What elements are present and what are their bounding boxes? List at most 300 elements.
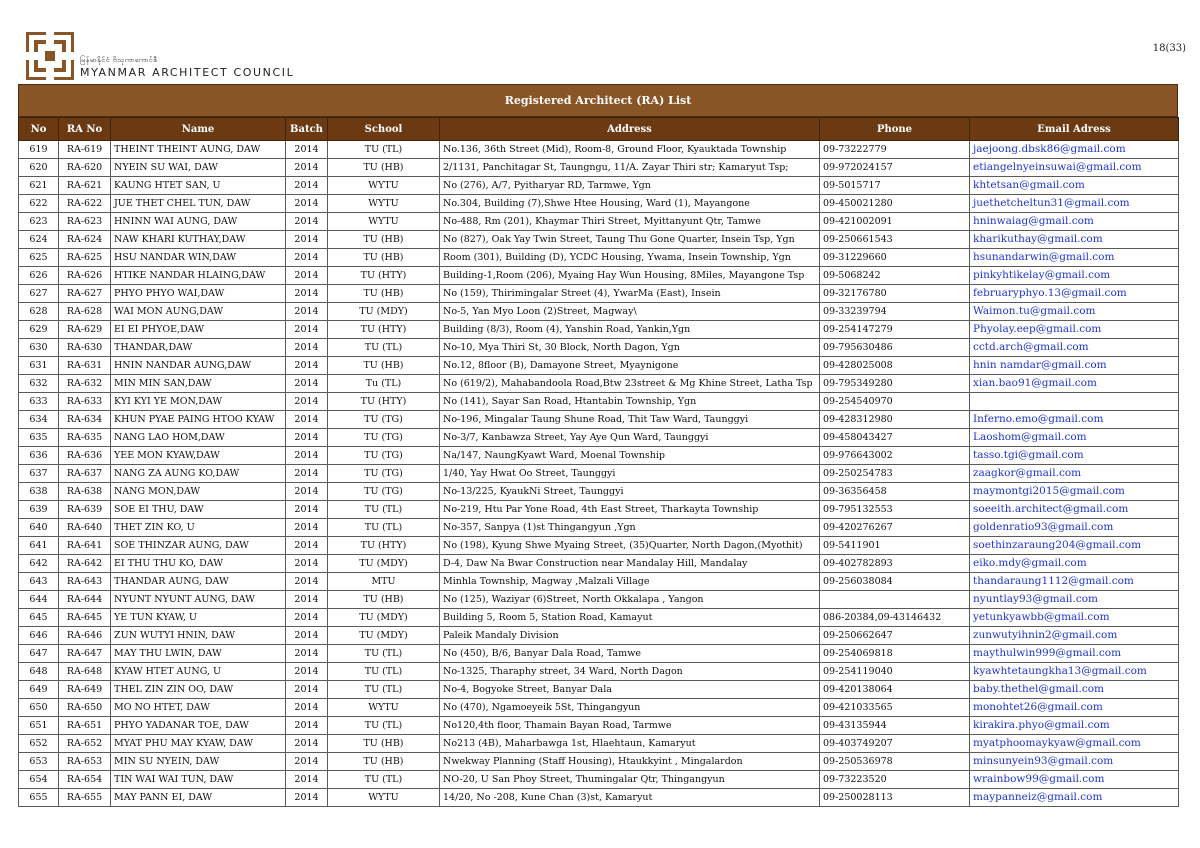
cell-school: TU (HB) bbox=[328, 231, 440, 249]
cell-name: KHUN PYAE PAING HTOO KYAW bbox=[111, 411, 286, 429]
cell-ra-no: RA-620 bbox=[59, 159, 111, 177]
cell-phone: 09-402782893 bbox=[820, 555, 970, 573]
cell-phone: 09-420138064 bbox=[820, 681, 970, 699]
cell-address: No213 (4B), Maharbawga 1st, Hlaehtaun, Kamaryut bbox=[440, 735, 820, 753]
table-row bbox=[19, 573, 1179, 591]
cell-no: 641 bbox=[19, 537, 59, 555]
cell-phone: 09-421033565 bbox=[820, 699, 970, 717]
cell-no: 648 bbox=[19, 663, 59, 681]
cell-email[interactable]: Waimon.tu@gmail.com bbox=[970, 303, 1179, 321]
cell-email[interactable]: maymontgi2015@gmail.com bbox=[970, 483, 1179, 501]
cell-school: TU (HTY) bbox=[328, 267, 440, 285]
cell-email[interactable]: minsunyein93@gmail.com bbox=[970, 753, 1179, 771]
cell-school: Tu (TL) bbox=[328, 375, 440, 393]
cell-name: EI EI PHYOE,DAW bbox=[111, 321, 286, 339]
cell-no: 621 bbox=[19, 177, 59, 195]
cell-batch: 2014 bbox=[286, 357, 328, 375]
cell-name: KAUNG HTET SAN, U bbox=[111, 177, 286, 195]
cell-phone: 09-458043427 bbox=[820, 429, 970, 447]
cell-no: 634 bbox=[19, 411, 59, 429]
cell-phone: 09-421002091 bbox=[820, 213, 970, 231]
cell-email[interactable]: Laoshom@gmail.com bbox=[970, 429, 1179, 447]
cell-address: No-1325, Tharaphy street, 34 Ward, North Dagon bbox=[440, 663, 820, 681]
ra-list-sheet bbox=[18, 84, 1178, 807]
cell-school: WYTU bbox=[328, 195, 440, 213]
cell-school: TU (TL) bbox=[328, 519, 440, 537]
col-header-batch: Batch bbox=[286, 118, 328, 141]
cell-batch: 2014 bbox=[286, 789, 328, 807]
cell-address: No-357, Sanpya (1)st Thingangyun ,Ygn bbox=[440, 519, 820, 537]
cell-address: Building (8/3), Room (4), Yanshin Road, Yankin,Ygn bbox=[440, 321, 820, 339]
cell-ra-no: RA-622 bbox=[59, 195, 111, 213]
cell-name: YEE MON KYAW,DAW bbox=[111, 447, 286, 465]
cell-email[interactable]: kirakira.phyo@gmail.com bbox=[970, 717, 1179, 735]
cell-address: No-219, Htu Par Yone Road, 4th East Street, Tharkayta Township bbox=[440, 501, 820, 519]
cell-no: 642 bbox=[19, 555, 59, 573]
cell-batch: 2014 bbox=[286, 375, 328, 393]
ra-table bbox=[18, 117, 1179, 807]
cell-phone: 09-36356458 bbox=[820, 483, 970, 501]
cell-phone: 09-795630486 bbox=[820, 339, 970, 357]
cell-batch: 2014 bbox=[286, 681, 328, 699]
cell-email[interactable]: hnin namdar@gmail.com bbox=[970, 357, 1179, 375]
cell-no: 637 bbox=[19, 465, 59, 483]
cell-ra-no: RA-639 bbox=[59, 501, 111, 519]
table-row bbox=[19, 159, 1179, 177]
cell-ra-no: RA-649 bbox=[59, 681, 111, 699]
cell-email[interactable]: Phyolay.eep@gmail.com bbox=[970, 321, 1179, 339]
cell-no: 652 bbox=[19, 735, 59, 753]
cell-address: 2/1131, Panchitagar St, Taungngu, 11/A. Zayar Thiri str; Kamaryut Tsp; bbox=[440, 159, 820, 177]
cell-ra-no: RA-652 bbox=[59, 735, 111, 753]
cell-phone: 09-31229660 bbox=[820, 249, 970, 267]
cell-email[interactable]: eiko.mdy@gmail.com bbox=[970, 555, 1179, 573]
cell-email[interactable]: cctd.arch@gmail.com bbox=[970, 339, 1179, 357]
cell-email[interactable]: nyuntlay93@gmail.com bbox=[970, 591, 1179, 609]
table-row bbox=[19, 393, 1179, 411]
cell-email[interactable]: soeeith.architect@gmail.com bbox=[970, 501, 1179, 519]
cell-name: PHYO YADANAR TOE, DAW bbox=[111, 717, 286, 735]
cell-phone: 09-5015717 bbox=[820, 177, 970, 195]
cell-address: No-196, Mingalar Taung Shune Road, Thit Taw Ward, Taunggyi bbox=[440, 411, 820, 429]
cell-email[interactable]: wrainbow99@gmail.com bbox=[970, 771, 1179, 789]
cell-batch: 2014 bbox=[286, 519, 328, 537]
table-row bbox=[19, 249, 1179, 267]
cell-address: No (276), A/7, Pyitharyar RD, Tarmwe, Ygn bbox=[440, 177, 820, 195]
cell-ra-no: RA-625 bbox=[59, 249, 111, 267]
table-row bbox=[19, 303, 1179, 321]
cell-name: NANG LAO HOM,DAW bbox=[111, 429, 286, 447]
cell-no: 640 bbox=[19, 519, 59, 537]
table-row bbox=[19, 483, 1179, 501]
cell-address: Paleik Mandaly Division bbox=[440, 627, 820, 645]
cell-batch: 2014 bbox=[286, 447, 328, 465]
col-header-school: School bbox=[328, 118, 440, 141]
cell-name: THEL ZIN ZIN OO, DAW bbox=[111, 681, 286, 699]
cell-ra-no: RA-653 bbox=[59, 753, 111, 771]
cell-no: 647 bbox=[19, 645, 59, 663]
cell-no: 627 bbox=[19, 285, 59, 303]
cell-phone: 09-403749207 bbox=[820, 735, 970, 753]
cell-address: No120,4th floor, Thamain Bayan Road, Tarmwe bbox=[440, 717, 820, 735]
cell-batch: 2014 bbox=[286, 663, 328, 681]
table-row bbox=[19, 645, 1179, 663]
cell-email[interactable]: zunwutyihnin2@gmail.com bbox=[970, 627, 1179, 645]
cell-phone: 09-254119040 bbox=[820, 663, 970, 681]
table-row bbox=[19, 177, 1179, 195]
cell-batch: 2014 bbox=[286, 717, 328, 735]
cell-phone: 09-33239794 bbox=[820, 303, 970, 321]
table-row bbox=[19, 627, 1179, 645]
cell-school: TU (MDY) bbox=[328, 303, 440, 321]
cell-no: 625 bbox=[19, 249, 59, 267]
cell-school: TU (TL) bbox=[328, 339, 440, 357]
cell-name: ZUN WUTYI HNIN, DAW bbox=[111, 627, 286, 645]
cell-school: MTU bbox=[328, 573, 440, 591]
table-title: Registered Architect (RA) List bbox=[18, 84, 1178, 117]
cell-school: TU (HB) bbox=[328, 249, 440, 267]
cell-email[interactable]: maypanneiz@gmail.com bbox=[970, 789, 1179, 807]
cell-name: EI THU THU KO, DAW bbox=[111, 555, 286, 573]
cell-email[interactable]: hninwaiag@gmail.com bbox=[970, 213, 1179, 231]
cell-address: No (450), B/6, Banyar Dala Road, Tamwe bbox=[440, 645, 820, 663]
cell-no: 655 bbox=[19, 789, 59, 807]
cell-address: Na/147, NaungKyawt Ward, Moenal Township bbox=[440, 447, 820, 465]
cell-batch: 2014 bbox=[286, 213, 328, 231]
cell-phone: 09-250536978 bbox=[820, 753, 970, 771]
council-logo-icon bbox=[26, 32, 74, 80]
cell-batch: 2014 bbox=[286, 429, 328, 447]
cell-ra-no: RA-648 bbox=[59, 663, 111, 681]
table-row bbox=[19, 663, 1179, 681]
cell-email[interactable]: februaryphyo.13@gmail.com bbox=[970, 285, 1179, 303]
cell-school: TU (TL) bbox=[328, 717, 440, 735]
cell-school: TU (TL) bbox=[328, 141, 440, 159]
cell-school: TU (HB) bbox=[328, 735, 440, 753]
cell-email[interactable]: thandaraung1112@gmail.com bbox=[970, 573, 1179, 591]
cell-ra-no: RA-636 bbox=[59, 447, 111, 465]
cell-name: MYAT PHU MAY KYAW, DAW bbox=[111, 735, 286, 753]
cell-batch: 2014 bbox=[286, 465, 328, 483]
cell-name: NYUNT NYUNT AUNG, DAW bbox=[111, 591, 286, 609]
col-header-ra-no: RA No bbox=[59, 118, 111, 141]
cell-address: No-10, Mya Thiri St, 30 Block, North Dagon, Ygn bbox=[440, 339, 820, 357]
cell-email[interactable]: jaejoong.dbsk86@gmail.com bbox=[970, 141, 1179, 159]
cell-email[interactable]: xian.bao91@gmail.com bbox=[970, 375, 1179, 393]
cell-school: TU (TL) bbox=[328, 645, 440, 663]
cell-ra-no: RA-623 bbox=[59, 213, 111, 231]
cell-address: 1/40, Yay Hwat Oo Street, Taunggyi bbox=[440, 465, 820, 483]
cell-batch: 2014 bbox=[286, 285, 328, 303]
cell-name: YE TUN KYAW, U bbox=[111, 609, 286, 627]
cell-phone: 09-795349280 bbox=[820, 375, 970, 393]
cell-no: 629 bbox=[19, 321, 59, 339]
table-row bbox=[19, 339, 1179, 357]
col-header-no: No bbox=[19, 118, 59, 141]
cell-batch: 2014 bbox=[286, 735, 328, 753]
cell-address: No (619/2), Mahabandoola Road,Btw 23street & Mg Khine Street, Latha Tsp bbox=[440, 375, 820, 393]
table-row bbox=[19, 429, 1179, 447]
cell-name: NAW KHARI KUTHAY,DAW bbox=[111, 231, 286, 249]
cell-address: No (198), Kyung Shwe Myaing Street, (35)Quarter, North Dagon,(Myothit) bbox=[440, 537, 820, 555]
cell-batch: 2014 bbox=[286, 303, 328, 321]
cell-address: No.304, Building (7),Shwe Htee Housing, Ward (1), Mayangone bbox=[440, 195, 820, 213]
cell-no: 645 bbox=[19, 609, 59, 627]
cell-email[interactable]: tasso.tgi@gmail.com bbox=[970, 447, 1179, 465]
cell-phone: 09-254147279 bbox=[820, 321, 970, 339]
cell-ra-no: RA-651 bbox=[59, 717, 111, 735]
cell-phone: 09-795132553 bbox=[820, 501, 970, 519]
cell-ra-no: RA-633 bbox=[59, 393, 111, 411]
cell-school: TU (HB) bbox=[328, 159, 440, 177]
cell-name: KYI KYI YE MON,DAW bbox=[111, 393, 286, 411]
cell-no: 646 bbox=[19, 627, 59, 645]
cell-address: D-4, Daw Na Bwar Construction near Mandalay Hill, Mandalay bbox=[440, 555, 820, 573]
cell-batch: 2014 bbox=[286, 483, 328, 501]
cell-address: No-5, Yan Myo Loon (2)Street, Magway\ bbox=[440, 303, 820, 321]
cell-address: Building-1,Room (206), Myaing Hay Wun Housing, 8Miles, Mayangone Tsp bbox=[440, 267, 820, 285]
cell-address: Building 5, Room 5, Station Road, Kamayut bbox=[440, 609, 820, 627]
cell-email[interactable] bbox=[970, 393, 1179, 411]
cell-email[interactable]: monohtet26@gmail.com bbox=[970, 699, 1179, 717]
table-row bbox=[19, 735, 1179, 753]
cell-school: TU (TL) bbox=[328, 501, 440, 519]
cell-phone: 086-20384,09-43146432 bbox=[820, 609, 970, 627]
cell-school: TU (TG) bbox=[328, 483, 440, 501]
cell-name: HSU NANDAR WIN,DAW bbox=[111, 249, 286, 267]
table-row bbox=[19, 267, 1179, 285]
table-row bbox=[19, 465, 1179, 483]
cell-phone: 09-450021280 bbox=[820, 195, 970, 213]
cell-email[interactable]: maythulwin999@gmail.com bbox=[970, 645, 1179, 663]
cell-phone: 09-5411901 bbox=[820, 537, 970, 555]
table-row bbox=[19, 195, 1179, 213]
cell-no: 649 bbox=[19, 681, 59, 699]
table-row bbox=[19, 447, 1179, 465]
cell-no: 622 bbox=[19, 195, 59, 213]
cell-ra-no: RA-624 bbox=[59, 231, 111, 249]
cell-name: HNINN WAI AUNG, DAW bbox=[111, 213, 286, 231]
cell-batch: 2014 bbox=[286, 537, 328, 555]
col-header-email: Email Adress bbox=[970, 118, 1179, 141]
cell-ra-no: RA-638 bbox=[59, 483, 111, 501]
cell-batch: 2014 bbox=[286, 609, 328, 627]
cell-school: WYTU bbox=[328, 789, 440, 807]
org-name: MYANMAR ARCHITECT COUNCIL bbox=[80, 66, 295, 79]
cell-phone: 09-250028113 bbox=[820, 789, 970, 807]
table-row bbox=[19, 501, 1179, 519]
cell-no: 644 bbox=[19, 591, 59, 609]
cell-batch: 2014 bbox=[286, 249, 328, 267]
cell-batch: 2014 bbox=[286, 231, 328, 249]
cell-ra-no: RA-626 bbox=[59, 267, 111, 285]
cell-email[interactable]: goldenratio93@gmail.com bbox=[970, 519, 1179, 537]
cell-name: MAY THU LWIN, DAW bbox=[111, 645, 286, 663]
table-row bbox=[19, 357, 1179, 375]
cell-phone: 09-73222779 bbox=[820, 141, 970, 159]
cell-address: No (125), Waziyar (6)Street, North Okkalapa , Yangon bbox=[440, 591, 820, 609]
cell-address: No.12, 8floor (B), Damayone Street, Myaynigone bbox=[440, 357, 820, 375]
cell-address: No-13/225, KyaukNi Street, Taunggyi bbox=[440, 483, 820, 501]
cell-name: SOE THINZAR AUNG, DAW bbox=[111, 537, 286, 555]
cell-batch: 2014 bbox=[286, 591, 328, 609]
cell-address: No (141), Sayar San Road, Htantabin Township, Ygn bbox=[440, 393, 820, 411]
table-row bbox=[19, 555, 1179, 573]
cell-school: TU (HTY) bbox=[328, 393, 440, 411]
cell-name: HNIN NANDAR AUNG,DAW bbox=[111, 357, 286, 375]
cell-name: NANG MON,DAW bbox=[111, 483, 286, 501]
cell-name: THANDAR,DAW bbox=[111, 339, 286, 357]
col-header-name: Name bbox=[111, 118, 286, 141]
cell-phone: 09-43135944 bbox=[820, 717, 970, 735]
cell-ra-no: RA-646 bbox=[59, 627, 111, 645]
cell-no: 633 bbox=[19, 393, 59, 411]
cell-email[interactable]: yetunkyawbb@gmail.com bbox=[970, 609, 1179, 627]
cell-school: WYTU bbox=[328, 213, 440, 231]
cell-batch: 2014 bbox=[286, 501, 328, 519]
cell-school: TU (HB) bbox=[328, 753, 440, 771]
cell-no: 650 bbox=[19, 699, 59, 717]
cell-ra-no: RA-642 bbox=[59, 555, 111, 573]
cell-phone: 09-428312980 bbox=[820, 411, 970, 429]
cell-email[interactable]: Inferno.emo@gmail.com bbox=[970, 411, 1179, 429]
cell-batch: 2014 bbox=[286, 645, 328, 663]
cell-phone: 09-972024157 bbox=[820, 159, 970, 177]
table-row bbox=[19, 591, 1179, 609]
cell-address: No-3/7, Kanbawza Street, Yay Aye Qun Ward, Taunggyi bbox=[440, 429, 820, 447]
cell-batch: 2014 bbox=[286, 339, 328, 357]
cell-no: 643 bbox=[19, 573, 59, 591]
cell-ra-no: RA-634 bbox=[59, 411, 111, 429]
cell-ra-no: RA-655 bbox=[59, 789, 111, 807]
cell-email[interactable]: juethetcheltun31@gmail.com bbox=[970, 195, 1179, 213]
cell-school: TU (TG) bbox=[328, 447, 440, 465]
cell-ra-no: RA-631 bbox=[59, 357, 111, 375]
cell-name: THANDAR AUNG, DAW bbox=[111, 573, 286, 591]
cell-address: No (470), Ngamoeyeik 5St, Thingangyun bbox=[440, 699, 820, 717]
cell-email[interactable]: myatphoomaykyaw@gmail.com bbox=[970, 735, 1179, 753]
cell-ra-no: RA-647 bbox=[59, 645, 111, 663]
cell-ra-no: RA-621 bbox=[59, 177, 111, 195]
cell-ra-no: RA-637 bbox=[59, 465, 111, 483]
cell-email[interactable]: khtetsan@gmail.com bbox=[970, 177, 1179, 195]
cell-ra-no: RA-641 bbox=[59, 537, 111, 555]
cell-batch: 2014 bbox=[286, 141, 328, 159]
table-row bbox=[19, 375, 1179, 393]
cell-name: PHYO PHYO WAI,DAW bbox=[111, 285, 286, 303]
cell-phone: 09-5068242 bbox=[820, 267, 970, 285]
cell-name: THET ZIN KO, U bbox=[111, 519, 286, 537]
cell-email[interactable]: soethinzaraung204@gmail.com bbox=[970, 537, 1179, 555]
cell-batch: 2014 bbox=[286, 771, 328, 789]
org-name-native: မြန်မာနိုင်ငံ ဗိသုကာကောင်စီ bbox=[80, 56, 158, 64]
cell-ra-no: RA-644 bbox=[59, 591, 111, 609]
cell-address: 14/20, No -208, Kune Chan (3)st, Kamaryut bbox=[440, 789, 820, 807]
cell-batch: 2014 bbox=[286, 321, 328, 339]
cell-no: 619 bbox=[19, 141, 59, 159]
cell-school: WYTU bbox=[328, 177, 440, 195]
cell-batch: 2014 bbox=[286, 267, 328, 285]
table-row bbox=[19, 141, 1179, 159]
cell-phone: 09-256038084 bbox=[820, 573, 970, 591]
cell-school: TU (TG) bbox=[328, 429, 440, 447]
table-row bbox=[19, 285, 1179, 303]
cell-no: 654 bbox=[19, 771, 59, 789]
cell-batch: 2014 bbox=[286, 195, 328, 213]
cell-no: 623 bbox=[19, 213, 59, 231]
cell-batch: 2014 bbox=[286, 159, 328, 177]
cell-no: 653 bbox=[19, 753, 59, 771]
cell-name: TIN WAI WAI TUN, DAW bbox=[111, 771, 286, 789]
col-header-address: Address bbox=[440, 118, 820, 141]
cell-ra-no: RA-619 bbox=[59, 141, 111, 159]
table-row bbox=[19, 321, 1179, 339]
cell-school: TU (MDY) bbox=[328, 627, 440, 645]
table-row bbox=[19, 411, 1179, 429]
cell-school: TU (TL) bbox=[328, 771, 440, 789]
cell-email[interactable]: etiangelnyeinsuwai@gmail.com bbox=[970, 159, 1179, 177]
cell-batch: 2014 bbox=[286, 573, 328, 591]
cell-school: TU (HB) bbox=[328, 591, 440, 609]
cell-school: TU (MDY) bbox=[328, 555, 440, 573]
table-row bbox=[19, 681, 1179, 699]
cell-email[interactable]: kyawhtetaungkha13@gmail.com bbox=[970, 663, 1179, 681]
cell-ra-no: RA-640 bbox=[59, 519, 111, 537]
cell-batch: 2014 bbox=[286, 555, 328, 573]
cell-email[interactable]: kharikuthay@gmail.com bbox=[970, 231, 1179, 249]
cell-school: TU (MDY) bbox=[328, 609, 440, 627]
cell-name: HTIKE NANDAR HLAING,DAW bbox=[111, 267, 286, 285]
cell-batch: 2014 bbox=[286, 753, 328, 771]
cell-name: NYEIN SU WAI, DAW bbox=[111, 159, 286, 177]
cell-email[interactable]: baby.thethel@gmail.com bbox=[970, 681, 1179, 699]
cell-phone: 09-428025008 bbox=[820, 357, 970, 375]
cell-name: MO NO HTET, DAW bbox=[111, 699, 286, 717]
cell-school: TU (HTY) bbox=[328, 537, 440, 555]
cell-email[interactable]: pinkyhtikelay@gmail.com bbox=[970, 267, 1179, 285]
cell-batch: 2014 bbox=[286, 699, 328, 717]
cell-no: 651 bbox=[19, 717, 59, 735]
cell-batch: 2014 bbox=[286, 411, 328, 429]
cell-email[interactable]: hsunandarwin@gmail.com bbox=[970, 249, 1179, 267]
cell-email[interactable]: zaagkor@gmail.com bbox=[970, 465, 1179, 483]
table-row bbox=[19, 609, 1179, 627]
cell-name: JUE THET CHEL TUN, DAW bbox=[111, 195, 286, 213]
cell-phone: 09-250254783 bbox=[820, 465, 970, 483]
table-row bbox=[19, 789, 1179, 807]
cell-no: 631 bbox=[19, 357, 59, 375]
cell-no: 630 bbox=[19, 339, 59, 357]
cell-address: No.136, 36th Street (Mid), Room-8, Ground Floor, Kyauktada Township bbox=[440, 141, 820, 159]
page-number: 18(33) bbox=[1152, 43, 1186, 54]
table-row bbox=[19, 519, 1179, 537]
cell-ra-no: RA-628 bbox=[59, 303, 111, 321]
cell-batch: 2014 bbox=[286, 177, 328, 195]
cell-address: No (159), Thirimingalar Street (4), YwarMa (East), Insein bbox=[440, 285, 820, 303]
cell-school: WYTU bbox=[328, 699, 440, 717]
cell-phone: 09-250662647 bbox=[820, 627, 970, 645]
table-row bbox=[19, 231, 1179, 249]
cell-batch: 2014 bbox=[286, 393, 328, 411]
cell-no: 626 bbox=[19, 267, 59, 285]
cell-address: Room (301), Building (D), YCDC Housing, Ywama, Insein Township, Ygn bbox=[440, 249, 820, 267]
cell-name: MIN SU NYEIN, DAW bbox=[111, 753, 286, 771]
table-row bbox=[19, 753, 1179, 771]
cell-ra-no: RA-627 bbox=[59, 285, 111, 303]
cell-phone: 09-976643002 bbox=[820, 447, 970, 465]
cell-no: 635 bbox=[19, 429, 59, 447]
cell-no: 632 bbox=[19, 375, 59, 393]
